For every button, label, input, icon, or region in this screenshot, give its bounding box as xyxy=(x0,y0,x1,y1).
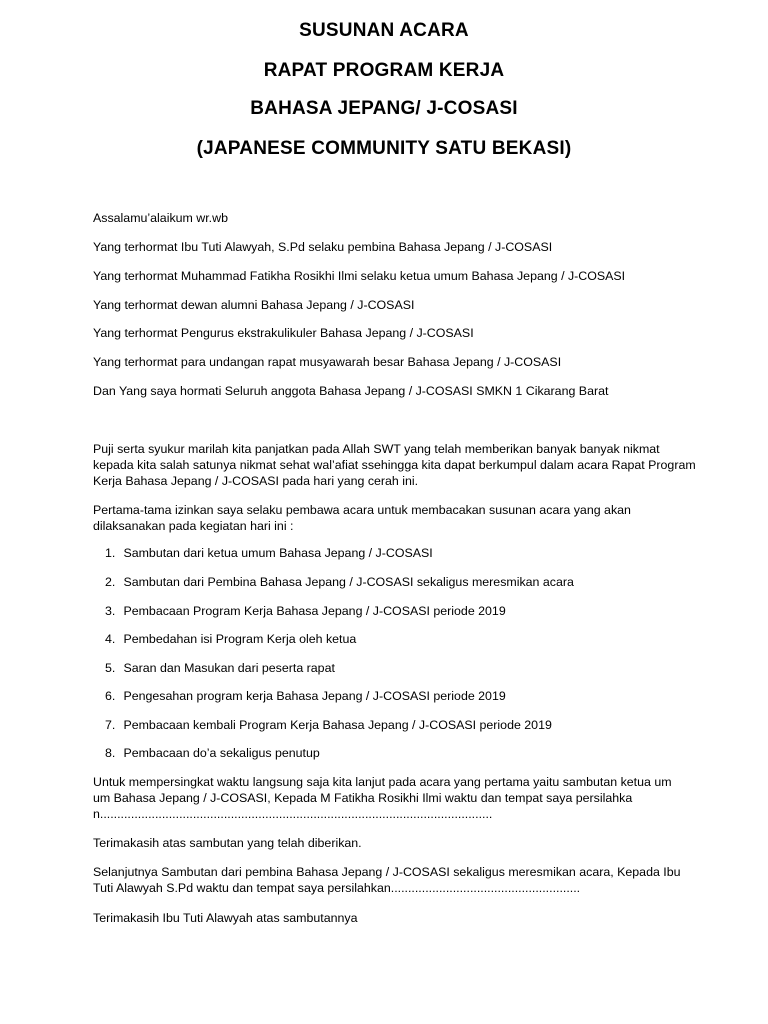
agenda-item: 2. Sambutan dari Pembina Bahasa Jepang / J-COSASI sekaligus meresmikan acara xyxy=(105,575,574,589)
greeting-alumni: Yang terhormat dewan alumni Bahasa Jepang / J-COSASI xyxy=(93,298,415,312)
document-subtitle: RAPAT PROGRAM KERJA xyxy=(263,60,505,81)
greeting-pembina: Yang terhormat Ibu Tuti Alawyah, S.Pd selaku pembina Bahasa Jepang / J-COSASI xyxy=(93,240,553,254)
thanks-pembina-line: Terimakasih Ibu Tuti Alawyah atas sambutannya xyxy=(93,911,358,925)
greeting-ketua: Yang terhormat Muhammad Fatikha Rosikhi Ilmi selaku ketua umum Bahasa Jepang / J-COSASI xyxy=(93,269,626,283)
greeting-undangan: Yang terhormat para undangan rapat musyawarah besar Bahasa Jepang / J-COSASI xyxy=(93,355,562,369)
document-title: SUSUNAN ACARA xyxy=(299,20,469,41)
greeting-anggota: Dan Yang saya hormati Seluruh anggota Bahasa Jepang / J-COSASI SMKN 1 Cikarang Barat xyxy=(93,384,609,398)
thanks-line: Terimakasih atas sambutan yang telah diberikan. xyxy=(93,836,362,850)
greeting-salam: Assalamu’alaikum wr.wb xyxy=(93,211,228,225)
agenda-item: 3. Pembacaan Program Kerja Bahasa Jepang / J-COSASI periode 2019 xyxy=(105,604,506,618)
agenda-item: 5. Saran dan Masukan dari peserta rapat xyxy=(105,661,335,675)
intro-paragraph: Pertama-tama izinkan saya selaku pembawa acara untuk membacakan susunan acara yang akan dilaksanakan pada kegiatan hari ini : xyxy=(93,503,631,533)
agenda-item: 1. Sambutan dari ketua umum Bahasa Jepang / J-COSASI xyxy=(105,546,433,560)
agenda-item: 4. Pembedahan isi Program Kerja oleh ketua xyxy=(105,632,357,646)
agenda-item: 8. Pembacaan do’a sekaligus penutup xyxy=(105,746,320,760)
agenda-item: 7. Pembacaan kembali Program Kerja Bahasa Jepang / J-COSASI periode 2019 xyxy=(105,718,552,732)
first-speech-paragraph: Untuk mempersingkat waktu langsung saja kita lanjut pada acara yang pertama yaitu sambutan ketua umum Bahasa Jepang / J-COSASI, Kepada M Fatikha Rosikhi Ilmi waktu dan tempat saya persilahkan.................................................................................................................. xyxy=(93,775,672,821)
opening-paragraph: Puji serta syukur marilah kita panjatkan pada Allah SWT yang telah memberikan banyak banyak nikmat kepada kita salah satunya nikmat sehat wal’afiat ssehingga kita dapat berkumpul dalam acara Rapat Program Kerja Bahasa Jepang / J-COSASI pada hari yang cerah ini. xyxy=(93,442,696,488)
organization-name: BAHASA JEPANG/ J-COSASI xyxy=(250,98,518,119)
organization-fullname: (JAPANESE COMMUNITY SATU BEKASI) xyxy=(196,138,572,159)
agenda-item: 6. Pengesahan program kerja Bahasa Jepang / J-COSASI periode 2019 xyxy=(105,689,506,703)
greeting-pengurus: Yang terhormat Pengurus ekstrakulikuler Bahasa Jepang / J-COSASI xyxy=(93,326,474,340)
second-speech-paragraph: Selanjutnya Sambutan dari pembina Bahasa Jepang / J-COSASI sekaligus meresmikan acara, Kepada Ibu Tuti Alawyah S.Pd waktu dan tempat saya persilahkan....................................................... xyxy=(93,865,681,895)
